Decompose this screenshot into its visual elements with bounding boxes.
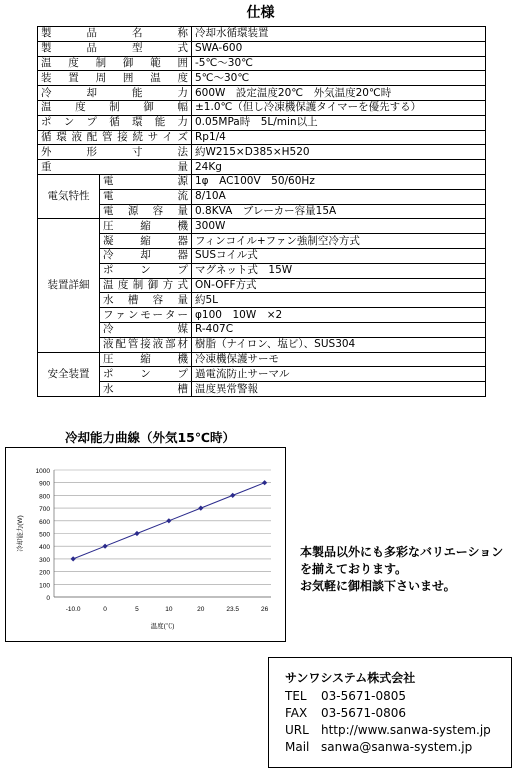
spec-label: 冷却能力 [38, 86, 192, 101]
y-tick-label: 900 [39, 480, 50, 488]
spec-value: SWA-600 [192, 41, 486, 56]
spec-row [38, 145, 486, 160]
y-tick-label: 100 [39, 582, 50, 590]
spec-row [38, 352, 486, 367]
spec-sub-label: 水槽 [100, 382, 192, 397]
contact-box [268, 657, 512, 768]
spec-label: 装置周囲温度 [38, 71, 192, 86]
contact-mail[interactable] [285, 739, 511, 756]
contact-mail-link[interactable]: sanwa@sanwa-system.jp [321, 740, 473, 754]
spec-value: 8/10A [192, 189, 486, 204]
data-point [262, 480, 267, 485]
spec-value: 600W 設定温度20℃ 外気温度20℃時 [192, 86, 486, 101]
spec-row [38, 100, 486, 115]
note-line: お気軽に御相談下さいませ。 [300, 579, 456, 593]
spec-row [38, 382, 486, 397]
spec-group-label: 装置詳細 [38, 219, 100, 352]
spec-row [38, 204, 486, 219]
spec-row [38, 86, 486, 101]
spec-row [38, 160, 486, 175]
variation-note [300, 544, 503, 595]
spec-value: 温度異常警報 [192, 382, 486, 397]
spec-label: ポンプ循環能力 [38, 115, 192, 130]
spec-value: 過電流防止サーマル [192, 367, 486, 382]
contact-tel [285, 688, 511, 705]
contact-url-link[interactable]: http://www.sanwa-system.jp [321, 723, 491, 737]
spec-sub-label: 電流 [100, 189, 192, 204]
spec-label: 製品名称 [38, 27, 192, 42]
spec-row [38, 27, 486, 42]
spec-row [38, 367, 486, 382]
x-tick-label: 10 [165, 606, 173, 613]
y-tick-label: 600 [39, 518, 50, 526]
contact-value: 03-5671-0805 [321, 689, 407, 703]
spec-table [37, 26, 486, 397]
spec-row [38, 56, 486, 71]
spec-row [38, 234, 486, 249]
spec-value: 0.8KVA ブレーカー容量15A [192, 204, 486, 219]
spec-sub-label: ポンプ [100, 367, 192, 382]
spec-value: 1φ AC100V 50/60Hz [192, 174, 486, 189]
contact-key: FAX [285, 706, 308, 720]
spec-sub-label: 圧縮機 [100, 219, 192, 234]
spec-row [38, 174, 486, 189]
spec-value: 樹脂（ナイロン、塩ビ）、SUS304 [192, 337, 486, 352]
data-point [71, 556, 76, 561]
chart-title: 冷却能力曲線（外気15℃時） [64, 430, 236, 445]
spec-sub-label: 圧縮機 [100, 352, 192, 367]
spec-value: 300W [192, 219, 486, 234]
spec-row [38, 293, 486, 308]
spec-value: SUSコイル式 [192, 248, 486, 263]
contact-value: 03-5671-0806 [321, 706, 407, 720]
y-axis-label: 冷却能力(W) [17, 515, 24, 552]
spec-row [38, 219, 486, 234]
spec-label: 循環液配管接続サイズ [38, 130, 192, 145]
spec-label: 温度制御範囲 [38, 56, 192, 71]
spec-sub-label: 冷却器 [100, 248, 192, 263]
note-line: を揃えております。 [300, 562, 408, 576]
spec-sub-label: 冷媒 [100, 322, 192, 337]
chart-svg [6, 448, 285, 641]
spec-row [38, 322, 486, 337]
spec-row [38, 130, 486, 145]
spec-value: ON-OFF方式 [192, 278, 486, 293]
spec-row [38, 248, 486, 263]
spec-value: -5℃～30℃ [192, 56, 486, 71]
y-tick-label: 0 [46, 595, 50, 602]
spec-sub-label: 温度制御方式 [100, 278, 192, 293]
data-point [102, 544, 107, 549]
x-tick-label: -10.0 [65, 606, 81, 613]
x-tick-label: 26 [261, 606, 269, 613]
spec-row [38, 308, 486, 323]
y-tick-label: 700 [39, 506, 50, 514]
spec-value: 冷却水循環装置 [192, 27, 486, 42]
company-name: サンワシステム株式会社 [285, 671, 416, 685]
x-axis-label: 温度(℃) [150, 623, 175, 630]
spec-value: Rp1/4 [192, 130, 486, 145]
y-tick-label: 800 [39, 493, 50, 501]
spec-label: 重量 [38, 160, 192, 175]
x-tick-label: 20 [197, 606, 205, 613]
y-tick-label: 1000 [35, 468, 50, 475]
cooling-capacity-chart [5, 447, 286, 642]
spec-sub-label: 凝縮器 [100, 234, 192, 249]
data-point [198, 506, 203, 511]
contact-key: TEL [285, 689, 307, 703]
spec-value: 5℃～30℃ [192, 71, 486, 86]
spec-value: 冷凍機保護サーモ [192, 352, 486, 367]
spec-sub-label: ポンプ [100, 263, 192, 278]
spec-sub-label: 電源 [100, 174, 192, 189]
spec-label: 外形寸法 [38, 145, 192, 160]
y-tick-label: 300 [39, 556, 50, 564]
spec-value: R-407C [192, 322, 486, 337]
spec-group-label: 電気特性 [38, 174, 100, 218]
spec-value: φ100 10W ×2 [192, 308, 486, 323]
spec-value: 約5L [192, 293, 486, 308]
spec-value: ±1.0℃（但し冷凍機保護タイマーを優先する） [192, 100, 486, 115]
data-point [166, 518, 171, 523]
spec-row [38, 189, 486, 204]
spec-group-label: 安全装置 [38, 352, 100, 396]
spec-row [38, 115, 486, 130]
x-tick-label: 23.5 [226, 606, 240, 613]
y-tick-label: 200 [39, 569, 50, 577]
contact-key: URL [285, 723, 309, 737]
data-point [134, 531, 139, 536]
spec-value: 約W215×D385×H520 [192, 145, 486, 160]
spec-label: 製品型式 [38, 41, 192, 56]
spec-row [38, 278, 486, 293]
x-tick-label: 0 [103, 606, 107, 613]
contact-url[interactable] [285, 722, 511, 739]
spec-sub-label: 液配管接液部材 [100, 337, 192, 352]
spec-label: 温度制御幅 [38, 100, 192, 115]
spec-row [38, 41, 486, 56]
spec-sub-label: 水槽容量 [100, 293, 192, 308]
spec-row [38, 337, 486, 352]
spec-value: 0.05MPa時 5L/min以上 [192, 115, 486, 130]
contact-key: Mail [285, 740, 310, 754]
note-line: 本製品以外にも多彩なバリエーション [300, 545, 504, 559]
spec-value: 24Kg [192, 160, 486, 175]
spec-sub-label: 電源容量 [100, 204, 192, 219]
x-tick-label: 5 [135, 606, 139, 613]
spec-value: フィンコイル+ファン強制空冷方式 [192, 234, 486, 249]
spec-sub-label: ファンモーター [100, 308, 192, 323]
contact-fax [285, 705, 511, 722]
data-point [230, 493, 235, 498]
page-title: 仕様 [246, 5, 275, 21]
spec-row [38, 263, 486, 278]
spec-value: マグネット式 15W [192, 263, 486, 278]
spec-row [38, 71, 486, 86]
y-tick-label: 400 [39, 544, 50, 552]
y-tick-label: 500 [39, 531, 50, 539]
